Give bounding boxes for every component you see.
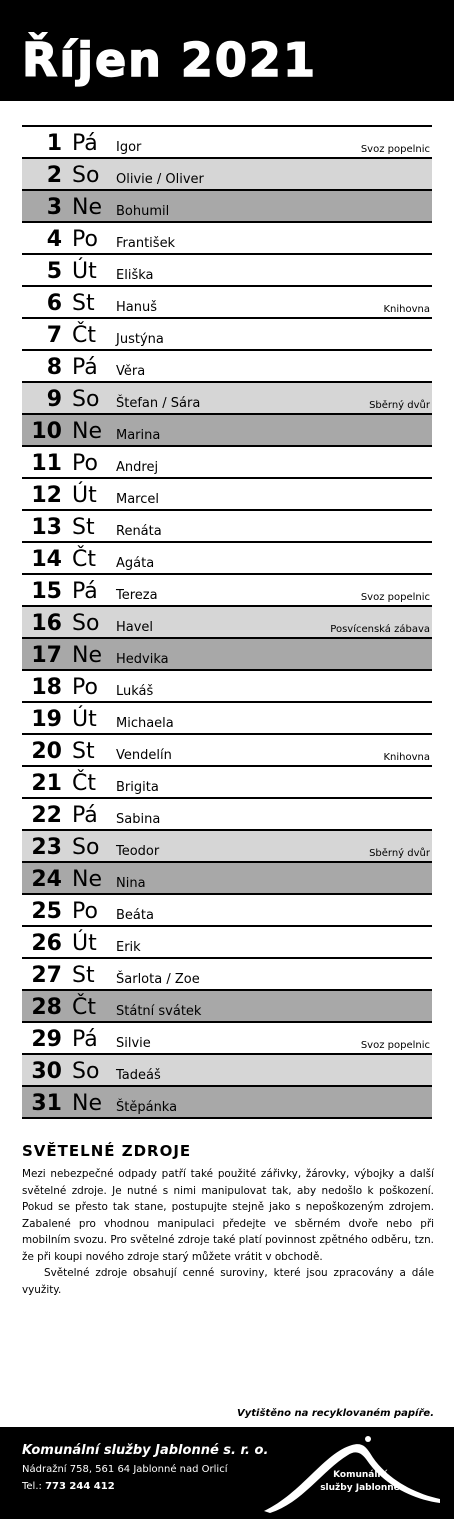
day-number: 1: [46, 131, 62, 156]
weekday: Út: [72, 707, 97, 732]
day-number: 6: [46, 291, 62, 316]
name-day: Erik: [116, 940, 141, 955]
weekday: Pá: [72, 131, 98, 156]
event-note: Svoz popelnic: [360, 592, 430, 603]
calendar-row: [22, 671, 432, 703]
weekday: Ne: [72, 867, 102, 892]
event-note: Knihovna: [383, 304, 430, 315]
name-day: Havel: [116, 620, 154, 635]
name-day: Hedvika: [116, 652, 169, 667]
calendar-row: [22, 543, 432, 575]
weekday: Po: [72, 899, 98, 924]
calendar-row: [22, 159, 432, 191]
weekday: Út: [72, 483, 97, 508]
name-day: Justýna: [116, 332, 164, 347]
weekday: Ne: [72, 195, 102, 220]
calendar-row: [22, 863, 432, 895]
name-day: Andrej: [116, 460, 159, 475]
day-number: 30: [31, 1059, 62, 1084]
day-number: 23: [31, 835, 62, 860]
weekday: Pá: [72, 355, 98, 380]
day-number: 9: [46, 387, 62, 412]
phone-number: 773 244 412: [45, 1481, 115, 1492]
weekday: Po: [72, 675, 98, 700]
company-name: Komunální služby Jablonné s. r. o.: [22, 1443, 269, 1458]
event-note: Posvícenská zábava: [330, 624, 430, 635]
calendar-row: [22, 607, 432, 639]
calendar-row: [22, 895, 432, 927]
page-header: [0, 0, 454, 101]
calendar-row: [22, 415, 432, 447]
name-day: Silvie: [116, 1036, 151, 1051]
calendar-row: [22, 1055, 432, 1087]
name-day: Teodor: [116, 844, 160, 859]
calendar-table: [22, 125, 432, 1119]
company-phone: [22, 1481, 115, 1492]
name-day: Olivie / Oliver: [116, 172, 204, 187]
name-day: Štefan / Sára: [116, 396, 201, 411]
name-day: František: [116, 236, 176, 251]
day-number: 18: [31, 675, 62, 700]
logo-line: služby Jablonné: [320, 1483, 400, 1493]
day-number: 2: [46, 163, 62, 188]
info-section: [22, 1140, 434, 1298]
calendar-row: [22, 351, 432, 383]
day-number: 15: [31, 579, 62, 604]
name-day: Vendelín: [116, 748, 172, 763]
day-number: 14: [31, 547, 62, 572]
name-day: Nina: [116, 876, 146, 891]
day-number: 7: [46, 323, 62, 348]
day-number: 10: [31, 419, 62, 444]
calendar-row: [22, 287, 432, 319]
weekday: St: [72, 291, 95, 316]
day-number: 13: [31, 515, 62, 540]
name-day: Brigita: [116, 780, 159, 795]
name-day: Tereza: [116, 588, 158, 603]
month-title: Říjen 2021: [22, 33, 317, 87]
weekday: Čt: [72, 995, 96, 1020]
calendar-row: [22, 479, 432, 511]
weekday: Pá: [72, 803, 98, 828]
weekday: Út: [72, 259, 97, 284]
weekday: St: [72, 739, 95, 764]
phone-label: Tel.:: [22, 1481, 42, 1492]
name-day: Bohumil: [116, 204, 170, 219]
calendar-row: [22, 799, 432, 831]
weekday: Po: [72, 451, 98, 476]
name-day: Věra: [116, 364, 146, 379]
weekday: Út: [72, 931, 97, 956]
weekday: Čt: [72, 323, 96, 348]
calendar-row: [22, 1023, 432, 1055]
calendar-row: [22, 319, 432, 351]
calendar-row: [22, 223, 432, 255]
calendar-row: [22, 191, 432, 223]
weekday: Ne: [72, 419, 102, 444]
day-number: 4: [46, 227, 62, 252]
name-day: Beáta: [116, 908, 154, 923]
name-day: Sabina: [116, 812, 161, 827]
calendar-row: [22, 735, 432, 767]
name-day: Agáta: [116, 556, 155, 571]
weekday: Pá: [72, 1027, 98, 1052]
name-day: Hanuš: [116, 300, 157, 315]
weekday: So: [72, 1059, 100, 1084]
event-note: Sběrný dvůr: [369, 400, 430, 411]
event-note: Svoz popelnic: [360, 144, 430, 155]
day-number: 17: [31, 643, 62, 668]
day-number: 5: [46, 259, 62, 284]
calendar-row: [22, 447, 432, 479]
info-heading: SVĚTELNÉ ZDROJE: [22, 1142, 192, 1160]
weekday: So: [72, 387, 100, 412]
day-number: 29: [31, 1027, 62, 1052]
day-number: 3: [46, 195, 62, 220]
calendar-row: [22, 831, 432, 863]
name-day: Renáta: [116, 524, 162, 539]
name-day: Státní svátek: [116, 1004, 202, 1019]
day-number: 26: [31, 931, 62, 956]
name-day: Marina: [116, 428, 161, 443]
calendar-row: [22, 639, 432, 671]
day-number: 21: [31, 771, 62, 796]
name-day: Štěpánka: [116, 1100, 178, 1115]
name-day: Šarlota / Zoe: [116, 972, 200, 987]
calendar-row: [22, 1087, 432, 1119]
day-number: 8: [46, 355, 62, 380]
info-paragraph: Mezi nebezpečné odpady patří také použité zářivky, žárovky, výbojky a další světelné zdroje. Je nutné s nimi manipulovat tak, aby nedošlo k poškození. Pokud se přesto tak stane, postupujte stejně jako s nepoškozeným zdrojem. Zabalené pro vhodnou manipulaci předejte ve sběrném dvoře nebo při mobilním svozu. Pro světelné zdroje také platí povinnost zpětného odběru, tzn. že při koupi nového zdroje starý můžete vrátit v obchodě.: [22, 1168, 434, 1263]
day-number: 11: [31, 451, 62, 476]
weekday: Čt: [72, 547, 96, 572]
calendar-row: [22, 511, 432, 543]
weekday: So: [72, 835, 100, 860]
recycled-paper-note: Vytištěno na recyklovaném papíře.: [237, 1408, 434, 1419]
calendar-row: [22, 703, 432, 735]
info-paragraph: Světelné zdroje obsahují cenné suroviny, které jsou zpracovány a dále využity.: [22, 1267, 434, 1296]
calendar-row: [22, 959, 432, 991]
event-note: Sběrný dvůr: [369, 848, 430, 859]
day-number: 24: [31, 867, 62, 892]
weekday: St: [72, 515, 95, 540]
weekday: St: [72, 963, 95, 988]
calendar-row: [22, 927, 432, 959]
name-day: Eliška: [116, 268, 154, 283]
weekday: Pá: [72, 579, 98, 604]
name-day: Marcel: [116, 492, 159, 507]
weekday: Čt: [72, 771, 96, 796]
company-address: Nádražní 758, 561 64 Jablonné nad Orlicí: [22, 1464, 228, 1475]
calendar-row: [22, 575, 432, 607]
name-day: Igor: [116, 140, 142, 155]
event-note: Knihovna: [383, 752, 430, 763]
day-number: 19: [31, 707, 62, 732]
day-number: 22: [31, 803, 62, 828]
weekday: Ne: [72, 1091, 102, 1116]
day-number: 27: [31, 963, 62, 988]
event-note: Svoz popelnic: [360, 1040, 430, 1051]
name-day: Michaela: [116, 716, 174, 731]
calendar-row: [22, 991, 432, 1023]
day-number: 25: [31, 899, 62, 924]
calendar-row: [22, 255, 432, 287]
name-day: Tadeáš: [116, 1068, 161, 1083]
calendar-row: [22, 767, 432, 799]
day-number: 16: [31, 611, 62, 636]
day-number: 28: [31, 995, 62, 1020]
logo-line: Komunální: [333, 1470, 387, 1480]
footer: [0, 1427, 454, 1519]
weekday: Po: [72, 227, 98, 252]
day-number: 31: [31, 1091, 62, 1116]
weekday: Ne: [72, 643, 102, 668]
calendar-row: [22, 383, 432, 415]
name-day: Lukáš: [116, 684, 154, 699]
day-number: 20: [31, 739, 62, 764]
weekday: So: [72, 611, 100, 636]
day-number: 12: [31, 483, 62, 508]
calendar-row: [22, 127, 432, 159]
weekday: So: [72, 163, 100, 188]
